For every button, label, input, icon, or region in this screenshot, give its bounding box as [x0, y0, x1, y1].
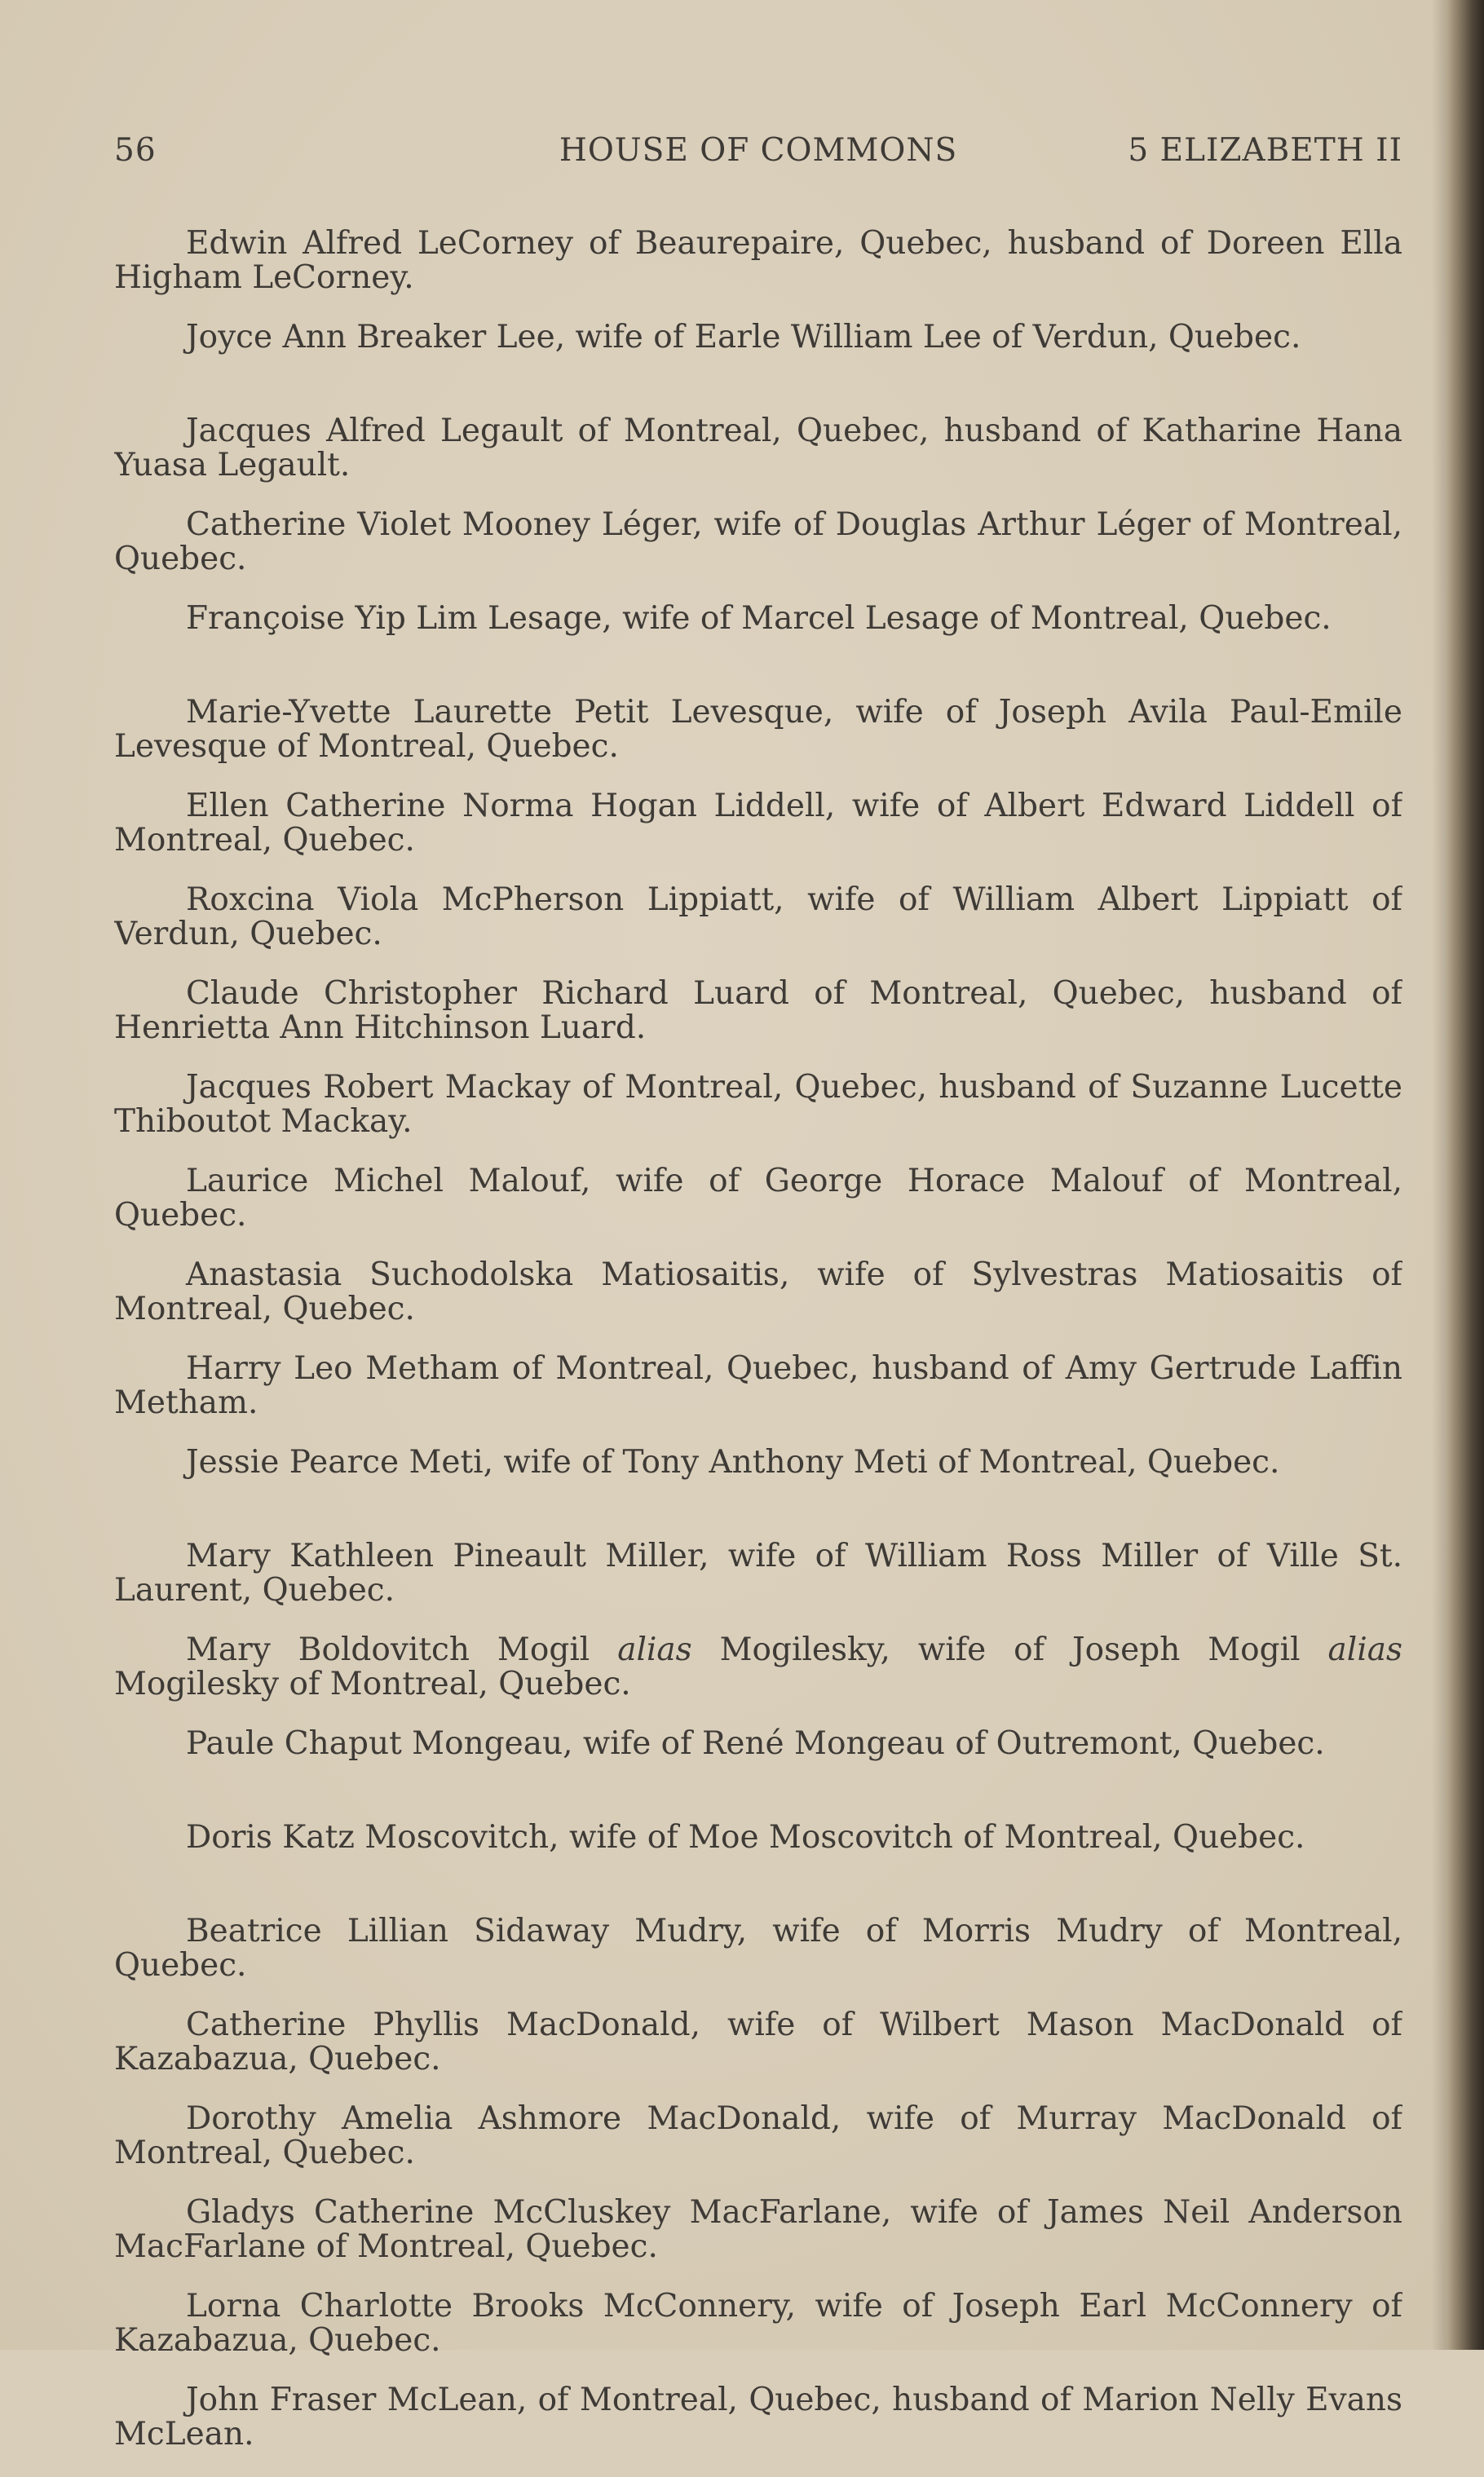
regnal-year: 5 ELIZABETH II [1128, 132, 1402, 169]
alias-italic: alias [1327, 1633, 1402, 1668]
entry: Jacques Alfred Legault of Montreal, Quebec, husband of Katharine Hana Yuasa Legault. [114, 414, 1402, 483]
entry: Jacques Robert Mackay of Montreal, Quebec, husband of Suzanne Lucette Thiboutot Mackay. [114, 1071, 1402, 1140]
entry: John Fraser McLean, of Montreal, Quebec, husband of Marion Nelly Evans McLean. [114, 2383, 1402, 2453]
entry: Lorna Charlotte Brooks McConnery, wife of Joseph Earl McConnery of Kazabazua, Quebec. [114, 2289, 1402, 2359]
book-spine [1446, 0, 1484, 2350]
entry-list [114, 227, 1402, 2477]
entry-with-alias [114, 1633, 1402, 1727]
entry-text: Mary Boldovitch Mogil [186, 1633, 618, 1668]
entry: Roxcina Viola McPherson Lippiatt, wife of William Albert Lippiatt of Verdun, Quebec. [114, 883, 1402, 952]
alias-italic: alias [617, 1633, 692, 1668]
entry: Ellen Catherine Norma Hogan Liddell, wife of Albert Edward Liddell of Montreal, Quebec. [114, 789, 1402, 859]
entry: Laurice Michel Malouf, wife of George Horace Malouf of Montreal, Quebec. [114, 1164, 1402, 1234]
entry: Françoise Yip Lim Lesage, wife of Marcel Lesage of Montreal, Quebec. [186, 602, 1332, 637]
entry: Catherine Phyllis MacDonald, wife of Wilbert Mason MacDonald of Kazabazua, Quebec. [114, 2008, 1402, 2077]
entry: Mary Kathleen Pineault Miller, wife of William Ross Miller of Ville St. Laurent, Quebec. [114, 1539, 1402, 1609]
page-number: 56 [114, 132, 157, 169]
entry: Beatrice Lillian Sidaway Mudry, wife of Morris Mudry of Montreal, Quebec. [114, 1914, 1402, 1984]
entry: Dorothy Amelia Ashmore MacDonald, wife of Murray MacDonald of Montreal, Quebec. [114, 2102, 1402, 2171]
entry-text: Mogilesky, wife of Joseph Mogil [691, 1633, 1328, 1668]
entry: Paule Chaput Mongeau, wife of René Mongeau of Outremont, Quebec. [186, 1727, 1325, 1762]
entry: Claude Christopher Richard Luard of Montreal, Quebec, husband of Henrietta Ann Hitchinson Luard. [114, 977, 1402, 1046]
entry: Anastasia Suchodolska Matiosaitis, wife of Sylvestras Matiosaitis of Montreal, Quebec. [114, 1258, 1402, 1327]
entry-text: Mogilesky of Montreal, Quebec. [114, 1666, 631, 1702]
entry: Joyce Ann Breaker Lee, wife of Earle William Lee of Verdun, Quebec. [186, 320, 1301, 355]
entry: Gladys Catherine McCluskey MacFarlane, wife of James Neil Anderson MacFarlane of Montreal, Quebec. [114, 2196, 1402, 2265]
running-header [114, 132, 1402, 173]
running-title: HOUSE OF COMMONS [559, 132, 958, 169]
page-gutter-shadow [1432, 0, 1446, 2350]
entry: Edwin Alfred LeCorney of Beaurepaire, Quebec, husband of Doreen Ella Higham LeCorney. [114, 227, 1402, 296]
entry: Marie-Yvette Laurette Petit Levesque, wife of Joseph Avila Paul-Emile Levesque of Montreal, Quebec. [114, 695, 1402, 765]
entry: Doris Katz Moscovitch, wife of Moe Moscovitch of Montreal, Quebec. [186, 1821, 1305, 1856]
entry: Harry Leo Metham of Montreal, Quebec, husband of Amy Gertrude Laffin Metham. [114, 1352, 1402, 1421]
entry: Jessie Pearce Meti, wife of Tony Anthony Meti of Montreal, Quebec. [186, 1446, 1280, 1481]
entry: Catherine Violet Mooney Léger, wife of Douglas Arthur Léger of Montreal, Quebec. [114, 508, 1402, 577]
